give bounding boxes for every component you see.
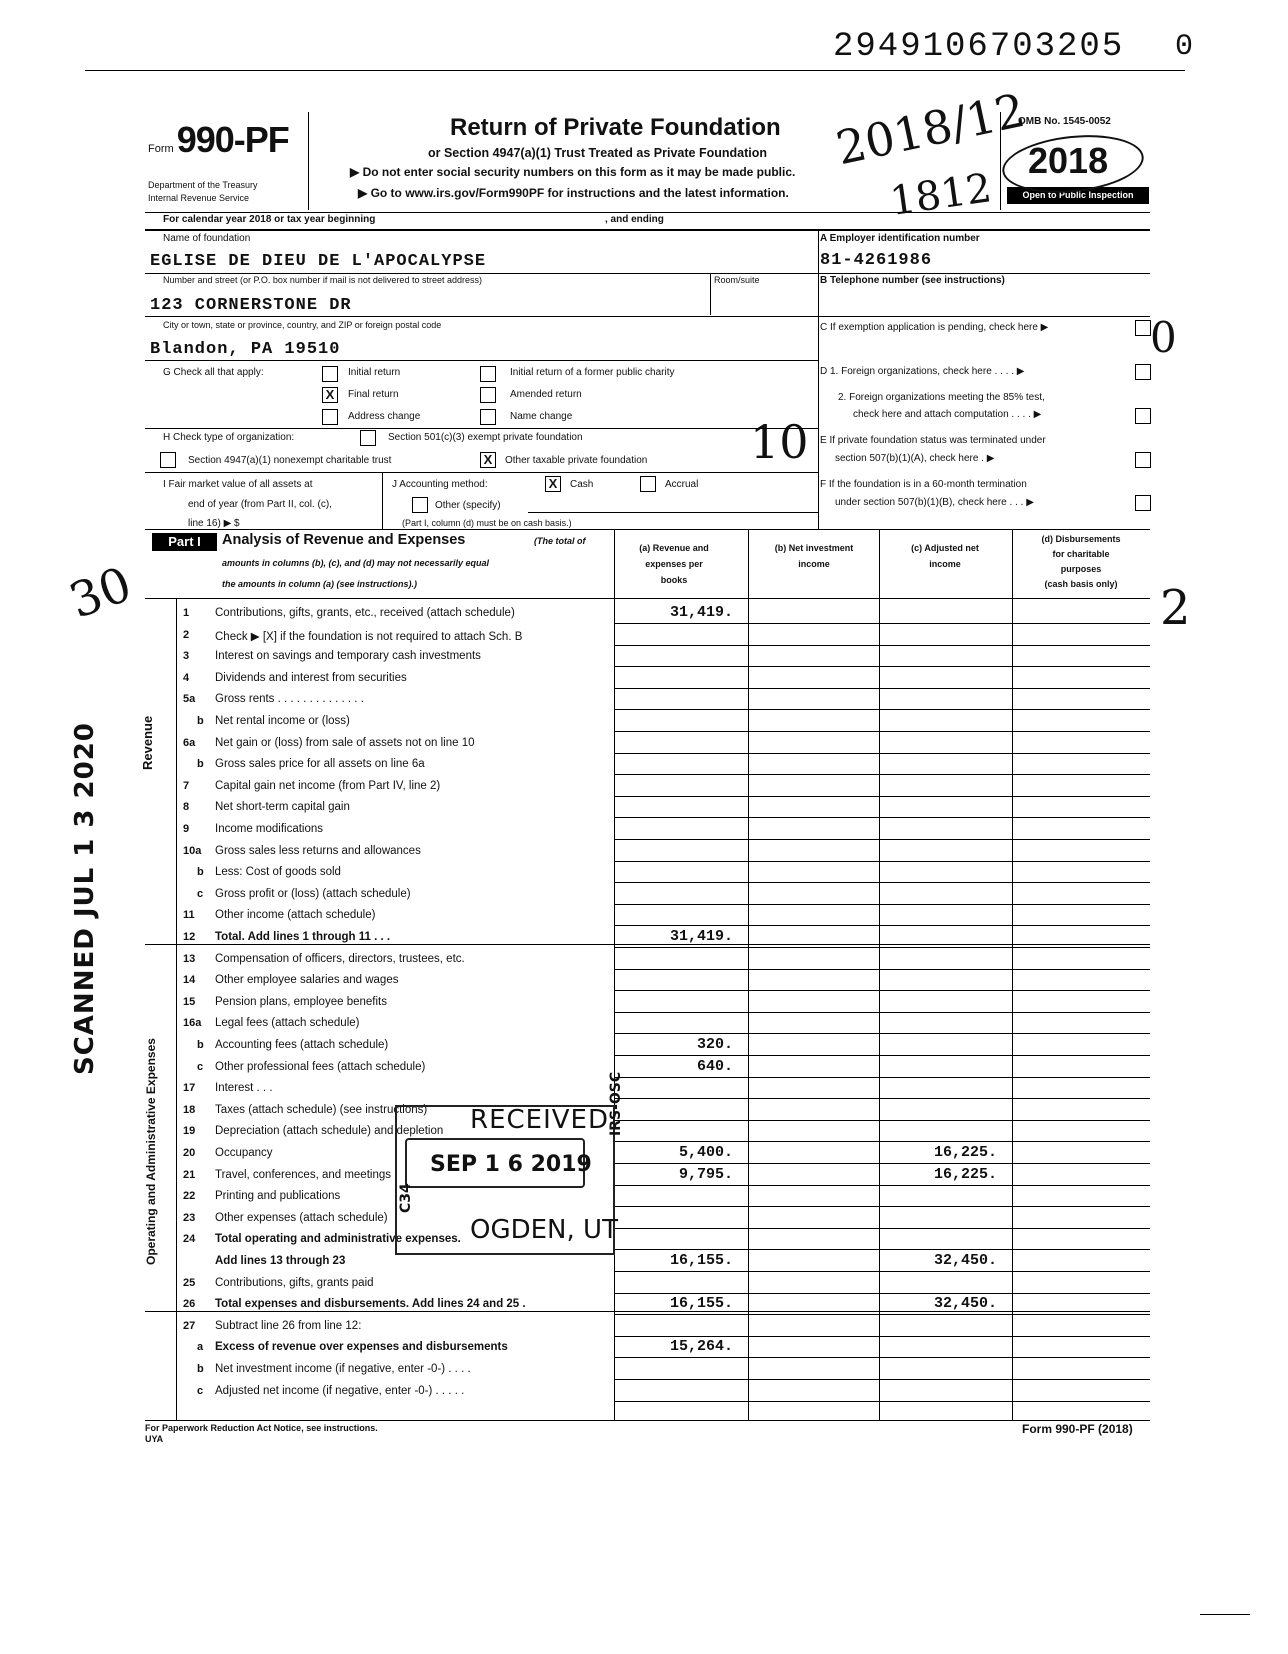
line-number: a: [197, 1341, 204, 1354]
part-one-desc-1: (The total of: [534, 536, 586, 546]
part-one-desc-2: amounts in columns (b), (c), and (d) may not necessarily equal: [222, 558, 490, 568]
part-one-title: Analysis of Revenue and Expenses: [222, 532, 466, 548]
s501-checkbox[interactable]: [360, 430, 376, 446]
table-row: [145, 819, 1145, 840]
amended-return-checkbox[interactable]: [480, 387, 496, 403]
col-d-header: (d) Disbursements for charitable purposes (cash basis only): [1041, 534, 1121, 589]
street-address: 123 CORNERSTONE DR: [150, 296, 352, 315]
table-row: [145, 927, 1145, 948]
other-taxable-checkbox[interactable]: X: [480, 452, 496, 468]
line-number: 17: [183, 1082, 196, 1095]
top-rule: [85, 70, 1185, 71]
form-number: 990-PF: [176, 119, 289, 160]
foreign-85-label-1: 2. Foreign organizations meeting the 85% test,: [838, 392, 1045, 403]
table-row: [145, 970, 1145, 991]
and-ending-label: , and ending: [605, 214, 664, 225]
table-row: [145, 1121, 1145, 1142]
table-row: [145, 1229, 1145, 1250]
line-label: Other expenses (attach schedule): [215, 1211, 388, 1224]
line-label: Subtract line 26 from line 12:: [215, 1319, 362, 1332]
col-c-value: 16,225.: [933, 1165, 997, 1183]
line-label: Check ▶ [X] if the foundation is not required to attach Sch. B: [215, 630, 523, 643]
table-row: [145, 1013, 1145, 1034]
line-number: 14: [183, 974, 196, 987]
accrual-method-checkbox[interactable]: [640, 476, 656, 492]
handwritten-date: 2018/12: [831, 82, 1030, 176]
line-number: 20: [183, 1147, 196, 1159]
former-charity-checkbox[interactable]: [480, 366, 496, 382]
scanned-stamp: SCANNED JUL 1 3 2020: [70, 722, 100, 1075]
line-label: Other income (attach schedule): [215, 909, 376, 922]
line-label: Less: Cost of goods sold: [215, 866, 341, 879]
right-block-divider: [818, 229, 819, 529]
form-prefix: Form: [148, 143, 174, 155]
termination-60-checkbox[interactable]: [1135, 495, 1151, 511]
line-number: 10a: [183, 844, 202, 857]
line-number: 25: [183, 1276, 196, 1289]
ein-label: A Employer identification number: [820, 233, 980, 244]
table-row: [145, 689, 1145, 710]
table-row: [145, 949, 1145, 970]
line-number: b: [197, 1039, 204, 1051]
col-a-value: 31,419.: [669, 928, 733, 945]
line-label: Net investment income (if negative, enter -0-) . . . .: [215, 1363, 471, 1375]
line-number: c: [197, 887, 204, 900]
s4947-checkbox[interactable]: [160, 452, 176, 468]
line-label: Net gain or (loss) from sale of assets not on line 10: [215, 736, 475, 749]
col-c-value: 16,225.: [933, 1144, 997, 1161]
footer-form-id: Form 990-PF (2018): [1022, 1422, 1133, 1436]
line-number: 6a: [183, 736, 196, 749]
line-number: 15: [183, 995, 196, 1008]
col-a-value: 31,419.: [669, 604, 733, 621]
table-row: [145, 646, 1145, 667]
final-return-label: Final return: [348, 389, 399, 400]
fmv-label-2: end of year (from Part II, col. (c),: [188, 499, 332, 510]
line-number: 27: [183, 1319, 196, 1332]
table-row: [145, 992, 1145, 1013]
accounting-method-label: J Accounting method:: [392, 479, 488, 490]
ssn-notice: ▶ Do not enter social security numbers on this form as it may be made public.: [350, 165, 796, 179]
table-row: [145, 1035, 1145, 1056]
line-label: Interest on savings and temporary cash investments: [215, 650, 481, 663]
table-row: [145, 733, 1145, 754]
termination-60-label-1: F If the foundation is in a 60-month termination: [820, 479, 1027, 490]
line-number: 7: [183, 779, 190, 792]
s501-label: Section 501(c)(3) exempt private foundation: [388, 432, 583, 443]
line-label: Dividends and interest from securities: [215, 671, 407, 684]
line-label: Travel, conferences, and meetings: [215, 1168, 391, 1181]
line-number: b: [197, 758, 204, 771]
form-block: [148, 119, 289, 161]
line-label: Other professional fees (attach schedule): [215, 1060, 426, 1073]
line-number: 19: [183, 1125, 196, 1138]
line-number: 4: [183, 671, 190, 684]
handwritten-ten: 10: [750, 415, 809, 469]
handwritten-left-margin: 30: [62, 556, 139, 630]
table-row: [145, 1186, 1145, 1207]
name-label: Name of foundation: [163, 233, 251, 244]
name-change-checkbox[interactable]: [480, 409, 496, 425]
final-return-checkbox[interactable]: X: [322, 387, 338, 403]
line-number: 2: [183, 628, 190, 641]
received-stamp-left-code: C34: [398, 1183, 414, 1213]
line-label: Printing and publications: [215, 1190, 341, 1203]
line-number: 13: [183, 952, 196, 965]
table-row: [145, 1337, 1145, 1358]
s4947-label: Section 4947(a)(1) nonexempt charitable trust: [188, 455, 392, 466]
city-state-zip: Blandon, PA 19510: [150, 340, 341, 359]
line-label: Accounting fees (attach schedule): [215, 1039, 389, 1051]
table-row: [145, 668, 1145, 689]
line-number: 5a: [183, 693, 196, 706]
line-label: Pension plans, employee benefits: [215, 995, 387, 1008]
part-one-tag: Part I: [152, 533, 217, 551]
other-method-checkbox[interactable]: [412, 497, 428, 513]
line-number: 8: [183, 801, 190, 814]
fmv-label-3: line 16) ▶ $: [188, 518, 240, 529]
table-row: [145, 754, 1145, 775]
line-number: 16a: [183, 1017, 202, 1030]
table-row: [145, 625, 1145, 646]
line-label: Other employee salaries and wages: [215, 974, 399, 987]
name-change-label: Name change: [510, 411, 573, 422]
table-row: [145, 1057, 1145, 1078]
line-number: b: [197, 866, 204, 879]
initial-return-label: Initial return: [348, 367, 401, 378]
table-row: [145, 1165, 1145, 1186]
calendar-year-label: For calendar year 2018 or tax year beginning: [163, 214, 376, 225]
line-label: Add lines 13 through 23: [215, 1255, 346, 1267]
line-number: c: [197, 1060, 204, 1073]
header-divider-left: [308, 112, 309, 210]
line-label: Net rental income or (loss): [215, 715, 350, 727]
ein-value: 81-4261986: [820, 251, 933, 270]
status-terminated-label-2: section 507(b)(1)(A), check here . ▶: [835, 453, 995, 464]
line-number: 1: [183, 607, 190, 619]
amended-return-label: Amended return: [510, 389, 582, 400]
status-terminated-checkbox[interactable]: [1135, 452, 1151, 468]
table-row: [145, 1316, 1145, 1337]
irs-service: Internal Revenue Service: [148, 193, 250, 203]
line-label: Occupancy: [215, 1147, 273, 1159]
line-label: Contributions, gifts, grants, etc., received (attach schedule): [215, 607, 515, 619]
line-label: Total expenses and disbursements. Add lines 24 and 25 .: [215, 1298, 526, 1311]
received-stamp-date: SEP 1 6 2019: [430, 1152, 592, 1177]
other-method-label: Other (specify): [435, 500, 501, 511]
line-number: 3: [183, 650, 190, 663]
line-label: Gross sales less returns and allowances: [215, 844, 421, 857]
exemption-pending-checkbox[interactable]: [1135, 320, 1151, 336]
line-label: Compensation of officers, directors, trustees, etc.: [215, 952, 465, 965]
line-number: 26: [183, 1298, 196, 1311]
line-label: Contributions, gifts, grants paid: [215, 1276, 374, 1289]
line-number: 12: [183, 931, 196, 943]
dln-number: 2949106703205: [833, 28, 1125, 66]
col-a-value: 15,264.: [669, 1338, 733, 1356]
col-a-value: 9,795.: [678, 1165, 733, 1183]
city-label: City or town, state or province, country, and ZIP or foreign postal code: [163, 320, 442, 330]
table-row: [145, 1078, 1145, 1099]
col-a-header: (a) Revenue and expenses per books: [639, 543, 709, 585]
line-number: 18: [183, 1103, 196, 1116]
table-row: [145, 1359, 1145, 1380]
col-c-value: 32,450.: [933, 1252, 997, 1269]
table-row: [145, 841, 1145, 862]
department: Department of the Treasury: [148, 180, 258, 190]
handwritten-right-margin: 2: [1160, 580, 1191, 636]
line-number: 9: [183, 823, 190, 835]
address-change-checkbox[interactable]: [322, 409, 338, 425]
col-c-value: 32,450.: [933, 1295, 997, 1313]
col-b-header: (b) Net investment income: [774, 543, 854, 569]
part-one-desc-3: the amounts in column (a) (see instructions).): [222, 579, 418, 589]
col-a-value: 640.: [696, 1057, 733, 1075]
exemption-pending-label: C If exemption application is pending, check here ▶: [820, 322, 1049, 333]
line-label: Legal fees (attach schedule): [215, 1017, 360, 1030]
table-row: [145, 862, 1145, 883]
line-label: Excess of revenue over expenses and disbursements: [215, 1341, 508, 1354]
form-title: Return of Private Foundation: [450, 114, 781, 141]
table-row: [145, 711, 1145, 732]
other-taxable-label: Other taxable private foundation: [505, 455, 648, 466]
line-label: Gross sales price for all assets on line 6a: [215, 758, 425, 771]
open-public-badge: Open to Public Inspection: [1007, 187, 1149, 204]
line-label: Gross profit or (loss) (attach schedule): [215, 887, 411, 900]
initial-return-checkbox[interactable]: [322, 366, 338, 382]
foundation-name: EGLISE DE DIEU DE L'APOCALYPSE: [150, 252, 487, 271]
table-row: [145, 1294, 1145, 1315]
line-number: b: [197, 715, 204, 727]
phone-label: B Telephone number (see instructions): [820, 275, 1005, 286]
cash-basis-note: (Part I, column (d) must be on cash basis.): [402, 518, 572, 528]
table-row: [145, 603, 1145, 624]
col-a-value: 16,155.: [669, 1295, 733, 1313]
line-label: Net short-term capital gain: [215, 801, 350, 814]
accrual-method-label: Accrual: [665, 479, 699, 490]
foreign-org-checkbox[interactable]: [1135, 364, 1151, 380]
table-row: [145, 1273, 1145, 1294]
col-c-header: (c) Adjusted net income: [911, 543, 979, 569]
table-row: [145, 884, 1145, 905]
table-row: [145, 797, 1145, 818]
line-label: Total operating and administrative expenses.: [215, 1233, 461, 1246]
line-number: 23: [183, 1211, 196, 1224]
website-notice: ▶ Go to www.irs.gov/Form990PF for instructions and the latest information.: [358, 186, 789, 200]
status-terminated-label-1: E If private foundation status was terminated under: [820, 435, 1046, 446]
line-label: Depreciation (attach schedule) and depletion: [215, 1125, 444, 1138]
line-number: 11: [183, 909, 195, 922]
expenses-section-label: Operating and Administrative Expenses: [144, 1038, 158, 1265]
h-label: H Check type of organization:: [163, 432, 295, 443]
table-row: [145, 1100, 1145, 1121]
foreign-org-label: D 1. Foreign organizations, check here . . . . ▶: [820, 366, 1025, 377]
received-stamp-code: IRS-OSC: [608, 1071, 624, 1136]
foreign-85-checkbox[interactable]: [1135, 408, 1151, 424]
line-label: Taxes (attach schedule) (see instructions): [215, 1103, 428, 1116]
table-row: [145, 905, 1145, 926]
former-charity-label: Initial return of a former public charity: [510, 367, 675, 378]
table-row: [145, 1143, 1145, 1164]
line-number: c: [197, 1384, 204, 1397]
dln-suffix: 0: [1175, 30, 1194, 64]
fmv-label-1: I Fair market value of all assets at: [163, 479, 313, 490]
line-number: 21: [183, 1168, 196, 1181]
line-label: Total. Add lines 1 through 11 . . .: [215, 931, 391, 943]
col-a-value: 320.: [696, 1036, 733, 1053]
col-a-value: 16,155.: [669, 1252, 733, 1269]
table-row: [145, 776, 1145, 797]
line-label: Capital gain net income (from Part IV, line 2): [215, 779, 441, 792]
line-label: Adjusted net income (if negative, enter -0-) . . . . .: [215, 1384, 465, 1397]
footer-uya: UYA: [145, 1434, 164, 1444]
address-change-label: Address change: [348, 411, 421, 422]
footer-paperwork-notice: For Paperwork Reduction Act Notice, see instructions.: [145, 1423, 378, 1433]
foreign-85-label-2: check here and attach computation . . . . ▶: [853, 409, 1042, 420]
cash-method-checkbox[interactable]: X: [545, 476, 561, 492]
table-row: [145, 1381, 1145, 1402]
room-label: Room/suite: [714, 275, 760, 285]
handwritten-code: 1812: [887, 165, 995, 225]
line-number: 22: [183, 1190, 196, 1203]
street-label: Number and street (or P.O. box number if mail is not delivered to street address): [163, 275, 482, 285]
termination-60-label-2: under section 507(b)(1)(B), check here . . . ▶: [835, 497, 1034, 508]
table-row: [145, 1251, 1145, 1272]
form-subtitle: or Section 4947(a)(1) Trust Treated as Private Foundation: [428, 146, 767, 160]
line-label: Income modifications: [215, 823, 324, 835]
tax-year: 2018: [1028, 140, 1109, 181]
line-label: Gross rents . . . . . . . . . . . . . .: [215, 693, 364, 706]
received-stamp-title: RECEIVED: [470, 1105, 609, 1135]
line-label: Interest . . .: [215, 1082, 273, 1095]
revenue-section-label: Revenue: [140, 715, 155, 770]
col-a-value: 5,400.: [678, 1144, 733, 1161]
received-stamp-city: OGDEN, UT: [470, 1215, 618, 1245]
omb-number: OMB No. 1545-0052: [1018, 116, 1111, 127]
table-row: [145, 1208, 1145, 1229]
g-label: G Check all that apply:: [163, 367, 264, 378]
handwritten-zero: 0: [1150, 313, 1177, 362]
line-number: b: [197, 1363, 204, 1375]
line-number: 24: [183, 1233, 196, 1246]
cash-method-label: Cash: [570, 479, 594, 490]
